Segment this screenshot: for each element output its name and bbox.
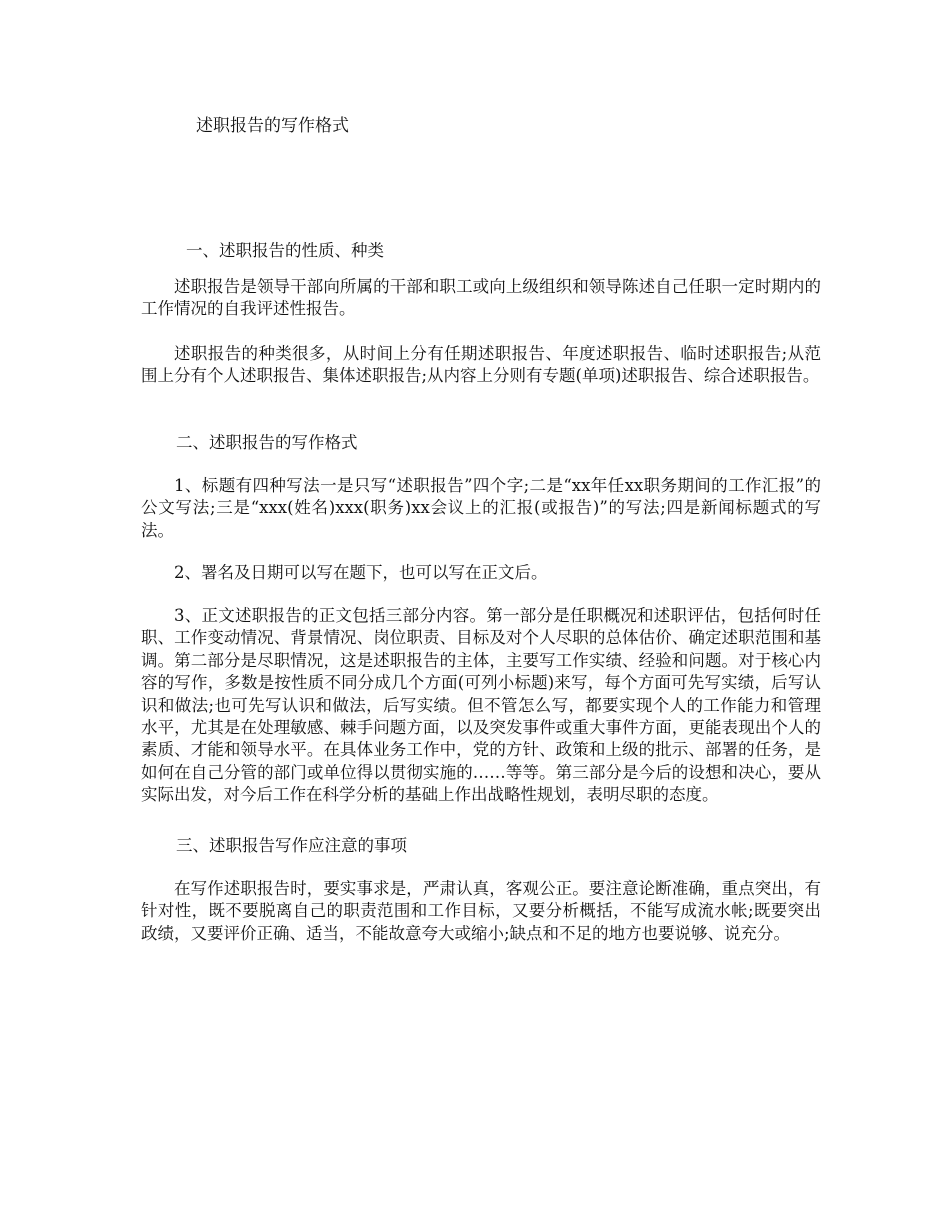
section-2-paragraph-1: 1、标题有四种写法一是只写“述职报告”四个字;二是“xx年任xx职务期间的工作汇报”的公文写法;三是“xxx(姓名)xxx(职务)xx会议上的汇报(或报告)”的写法;四是新闻标题式的写法。: [141, 476, 821, 540]
section-1-paragraph-2: 述职报告的种类很多，从时间上分有任期述职报告、年度述职报告、临时述职报告;从范围上分有个人述职报告、集体述职报告;从内容上分则有专题(单项)述职报告、综合述职报告。: [141, 344, 821, 386]
document-title: 述职报告的写作格式: [196, 116, 349, 136]
section-3-heading: 三、述职报告写作应注意的事项: [176, 836, 407, 855]
section-2-heading: 二、述职报告的写作格式: [176, 433, 358, 452]
section-1-paragraph-1: 述职报告是领导干部向所属的干部和职工或向上级组织和领导陈述自己任职一定时期内的工作情况的自我评述性报告。: [141, 277, 821, 319]
section-2-paragraph-3: 3、正文述职报告的正文包括三部分内容。第一部分是任职概况和述职评估，包括何时任职、工作变动情况、背景情况、岗位职责、目标及对个人尽职的总体估价、确定述职范围和基调。第二部分是尽职情况，这是述职报告的主体，主要写工作实绩、经验和问题。对于核心内容的写作，多数是按性质不同分成几个方面(可列小标题)来写，每个方面可先写实绩，后写认识和做法;也可先写认识和做法，后写实绩。但不管怎么写，都要实现个人的工作能力和管理水平，尤其是在处理敏感、棘手问题方面，以及突发事件或重大事件方面，更能表现出个人的素质、才能和领导水平。在具体业务工作中，党的方针、政策和上级的批示、部署的任务，是如何在自己分管的部门或单位得以贯彻实施的……等等。第三部分是今后的设想和决心，要从实际出发，对今后工作在科学分析的基础上作出战略性规划，表明尽职的态度。: [141, 606, 821, 805]
section-3-paragraph-1: 在写作述职报告时，要实事求是，严肃认真，客观公正。要注意论断准确，重点突出，有针对性，既不要脱离自己的职责范围和工作目标，又要分析概括，不能写成流水帐;既要突出政绩，又要评价正确、适当，不能故意夸大或缩小;缺点和不足的地方也要说够、说充分。: [141, 879, 821, 943]
section-2-paragraph-2: 2、署名及日期可以写在题下，也可以写在正文后。: [174, 563, 548, 582]
section-1-heading: 一、述职报告的性质、种类: [186, 241, 384, 260]
